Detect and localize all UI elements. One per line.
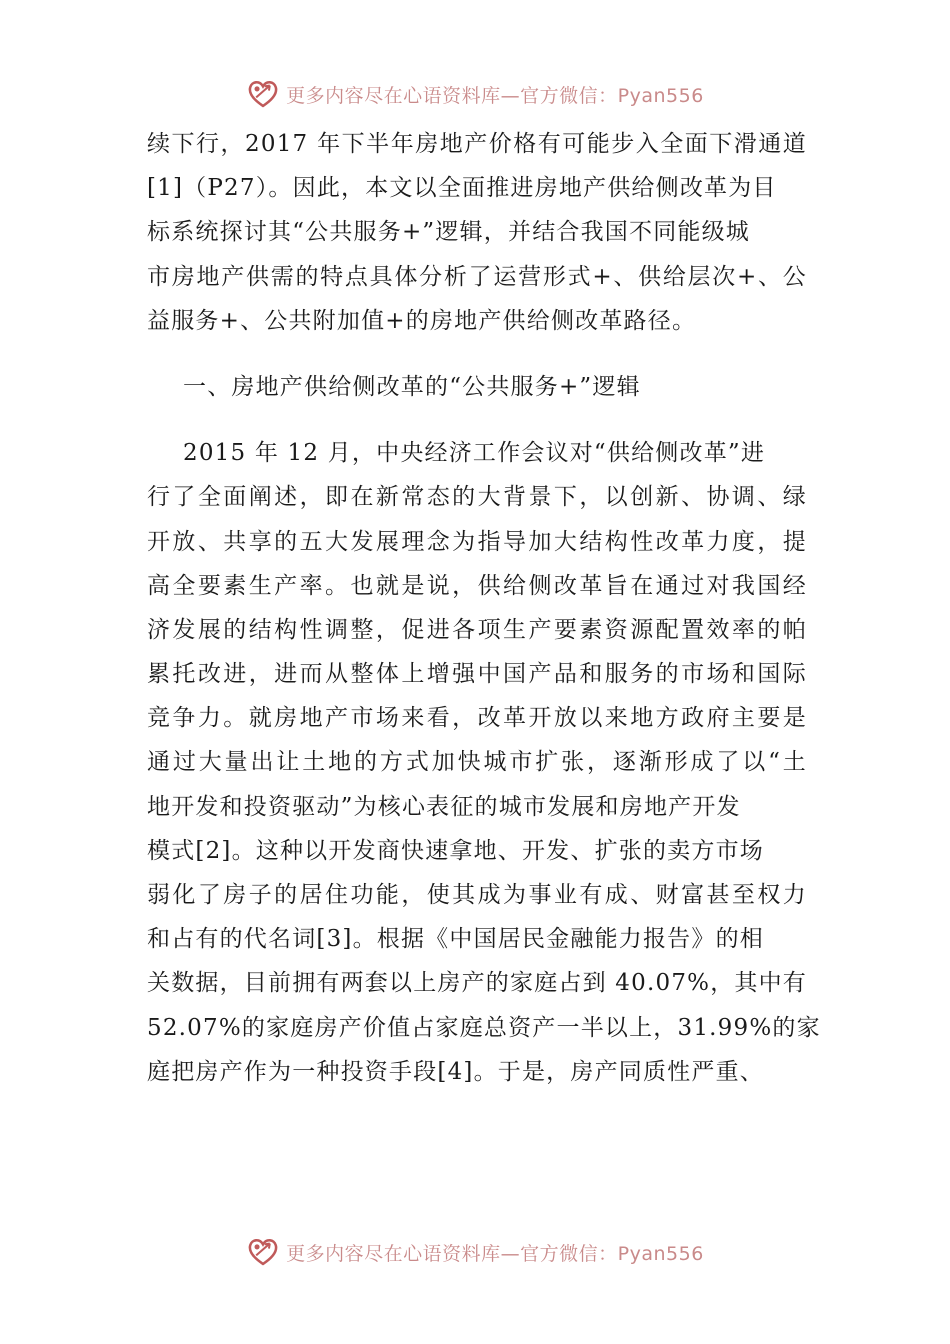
paragraph-2 bbox=[147, 431, 821, 1094]
text-line: 济发展的结构性调整，促进各项生产要素资源配置效率的帕 bbox=[147, 616, 807, 643]
text-line: 益服务+、公共附加值+的房地产供给侧改革路径。 bbox=[147, 307, 697, 334]
text-line: 和占有的代名词[3]。根据《中国居民金融能力报告》的相 bbox=[147, 926, 764, 953]
text-line: 通过大量出让土地的方式加快城市扩张，逐渐形成了以“土 bbox=[147, 749, 807, 776]
text-line: 竞争力。就房地产市场来看，改革开放以来地方政府主要是 bbox=[147, 705, 807, 732]
text-line: 2015 年 12 月，中央经济工作会议对“供给侧改革”进 bbox=[183, 440, 766, 467]
header-banner-text: 更多内容尽在心语资料库—官方微信：Pyan556 bbox=[286, 84, 704, 107]
text-line: 开放、共享的五大发展理念为指导加大结构性改革力度，提 bbox=[147, 528, 807, 555]
text-line: 市房地产供需的特点具体分析了运营形式+、供给层次+、公 bbox=[147, 263, 807, 290]
text-line: 标系统探讨其“公共服务+”逻辑，并结合我国不同能级城 bbox=[147, 219, 750, 246]
header-banner bbox=[0, 74, 950, 114]
text-line: 52.07%的家庭房产价值占家庭总资产一半以上，31.99%的家 bbox=[147, 1014, 821, 1041]
text-line: 庭把房产作为一种投资手段[4]。于是，房产同质性严重、 bbox=[147, 1058, 764, 1085]
text-line: 模式[2]。这种以开发商快速拿地、开发、扩张的卖方市场 bbox=[147, 837, 764, 864]
text-line: 关数据，目前拥有两套以上房产的家庭占到 40.07%，其中有 bbox=[147, 970, 808, 997]
footer-banner-text: 更多内容尽在心语资料库—官方微信：Pyan556 bbox=[286, 1242, 704, 1265]
spacer bbox=[147, 409, 807, 431]
document-body bbox=[147, 122, 821, 1094]
heart-arrow-logo-icon bbox=[246, 77, 280, 111]
text-line: 累托改进，进而从整体上增强中国产品和服务的市场和国际 bbox=[147, 661, 807, 688]
spacer bbox=[147, 343, 807, 365]
text-line: 行了全面阐述，即在新常态的大背景下，以创新、协调、绿 bbox=[147, 484, 807, 511]
section-heading: 一、房地产供给侧改革的“公共服务+”逻辑 bbox=[183, 373, 641, 400]
paragraph-1 bbox=[147, 122, 807, 343]
heart-arrow-logo-icon bbox=[246, 1235, 280, 1269]
footer-banner bbox=[0, 1232, 950, 1272]
text-line: 高全要素生产率。也就是说，供给侧改革旨在通过对我国经 bbox=[147, 572, 807, 599]
header-banner-inner bbox=[246, 77, 704, 111]
footer-banner-inner bbox=[246, 1235, 704, 1269]
text-line: [1]（P27）。因此，本文以全面推进房地产供给侧改革为目 bbox=[147, 175, 777, 202]
text-line: 续下行，2017 年下半年房地产价格有可能步入全面下滑通道 bbox=[147, 131, 807, 157]
text-line: 地开发和投资驱动”为核心表征的城市发展和房地产开发 bbox=[147, 793, 741, 820]
text-line: 弱化了房子的居住功能，使其成为事业有成、财富甚至权力 bbox=[147, 882, 807, 908]
